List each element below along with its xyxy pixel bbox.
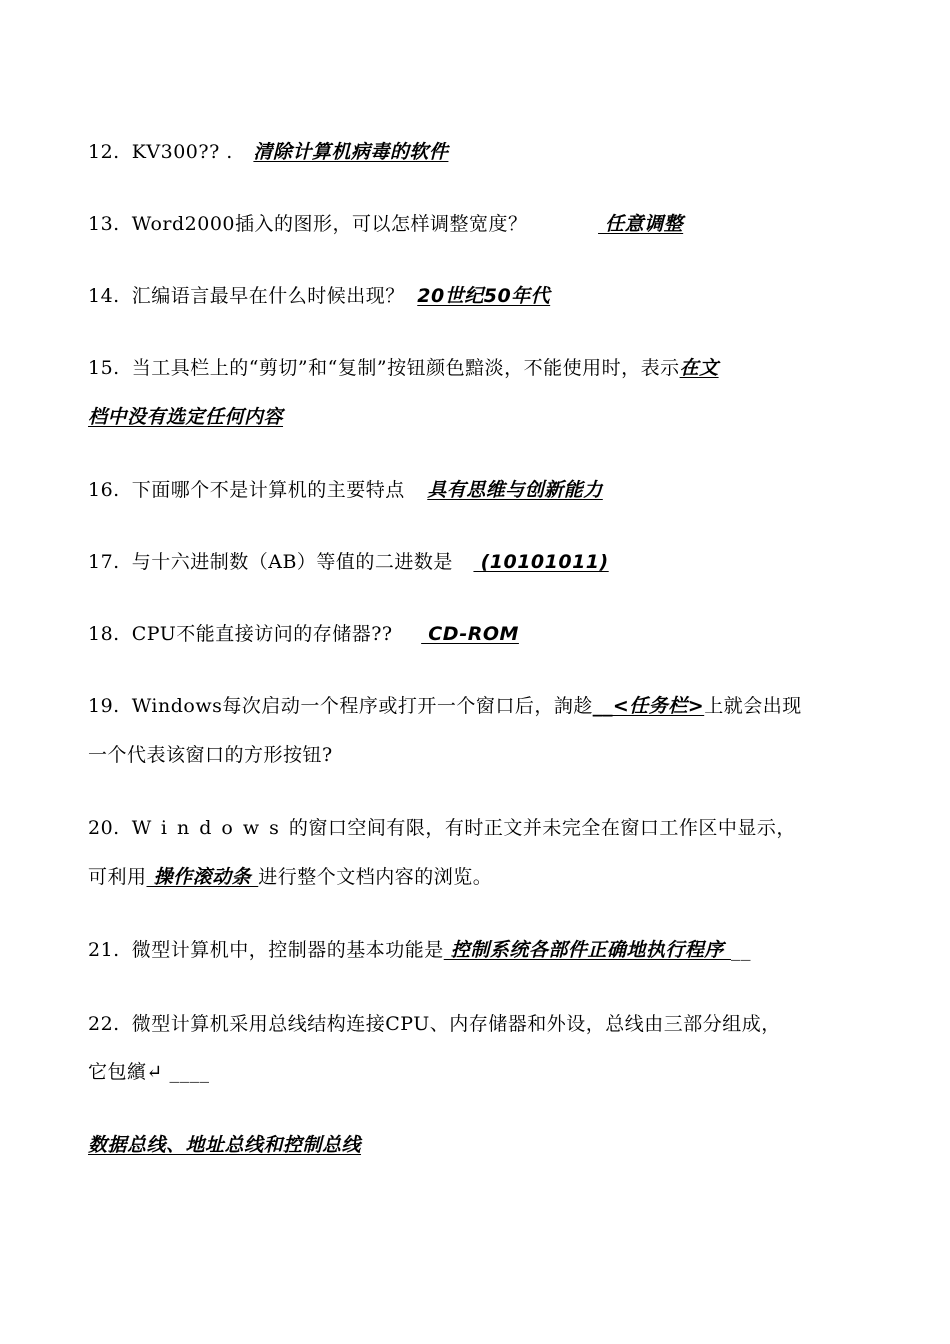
answer-text: 控制系统各部件正确地执行程序	[443, 939, 731, 961]
question-text: Word2000插入的图形，可以怎样调整宽度？	[131, 213, 528, 235]
question-12	[88, 140, 868, 164]
question-text: 汇编语言最早在什么时候出现？	[131, 285, 405, 307]
question-number: 17.	[88, 551, 120, 573]
question-number: 13.	[88, 213, 120, 235]
question-15	[88, 356, 868, 380]
question-text: 微型计算机中，控制器的基本功能是	[131, 939, 444, 961]
question-14	[88, 284, 868, 308]
answer-text: 具有思维与创新能力	[427, 479, 603, 501]
question-13	[88, 212, 868, 236]
answer-text: 在文	[679, 357, 719, 379]
question-19	[88, 694, 868, 718]
question-22-continued	[88, 1060, 868, 1084]
question-number: 18.	[88, 623, 120, 645]
question-text: 微型计算机采用总线结构连接CPU、内存储器和外设，总线由三部分组成，	[131, 1013, 781, 1035]
question-number: 22.	[88, 1013, 120, 1035]
question-text-continued: 它包繽↵ ____	[88, 1061, 210, 1083]
answer-text: __<任务栏>	[592, 695, 705, 717]
answer-text: 清除计算机病毒的软件	[253, 141, 449, 163]
question-text: 下面哪个不是计算机的主要特点	[131, 479, 405, 501]
question-text-spaced: Windows	[131, 817, 289, 839]
question-number: 21.	[88, 939, 120, 961]
question-15-continued	[88, 405, 868, 429]
question-text-after: 上就会出现	[704, 695, 802, 717]
question-text: KV300?? .	[131, 141, 233, 163]
question-text: CPU不能直接访问的存储器??	[131, 623, 393, 645]
question-text-after: __	[730, 939, 751, 961]
answer-text: 20世纪50年代	[417, 285, 551, 307]
answer-text: 操作滚动条	[146, 866, 259, 888]
question-number: 20.	[88, 817, 120, 839]
answer-text-continued: 档中没有选定任何内容	[88, 406, 284, 428]
question-22-answer	[88, 1133, 868, 1157]
question-number: 15.	[88, 357, 120, 379]
question-text: 与十六进制数（AB）等值的二进数是	[131, 551, 453, 573]
answer-text: 任意调整	[598, 213, 684, 235]
question-19-continued	[88, 743, 868, 767]
answer-text: 数据总线、地址总线和控制总线	[88, 1134, 362, 1156]
question-text-after: 进行整个文档内容的浏览。	[258, 866, 493, 888]
question-number: 19.	[88, 695, 120, 717]
question-16	[88, 478, 868, 502]
question-21	[88, 938, 868, 962]
answer-text: CD-ROM	[421, 623, 519, 645]
question-text: 当工具栏上的“剪切”和“复制”按钮颜色黯淡，不能使用时，表示	[131, 357, 680, 379]
question-number: 16.	[88, 479, 120, 501]
question-text: Windows每次启动一个程序或打开一个窗口后，詢趁	[131, 695, 593, 717]
question-text-continued: 可利用	[88, 866, 147, 888]
question-20	[88, 816, 868, 840]
question-number: 12.	[88, 141, 120, 163]
question-text: 的窗口空间有限，有时正文并未完全在窗口工作区中显示，	[288, 817, 796, 839]
question-text-continued: 一个代表该窗口的方形按钮?	[88, 744, 333, 766]
question-18	[88, 622, 868, 646]
question-number: 14.	[88, 285, 120, 307]
answer-text: (10101011)	[473, 551, 609, 573]
question-20-continued	[88, 865, 868, 889]
question-22	[88, 1012, 868, 1036]
question-17	[88, 550, 868, 574]
